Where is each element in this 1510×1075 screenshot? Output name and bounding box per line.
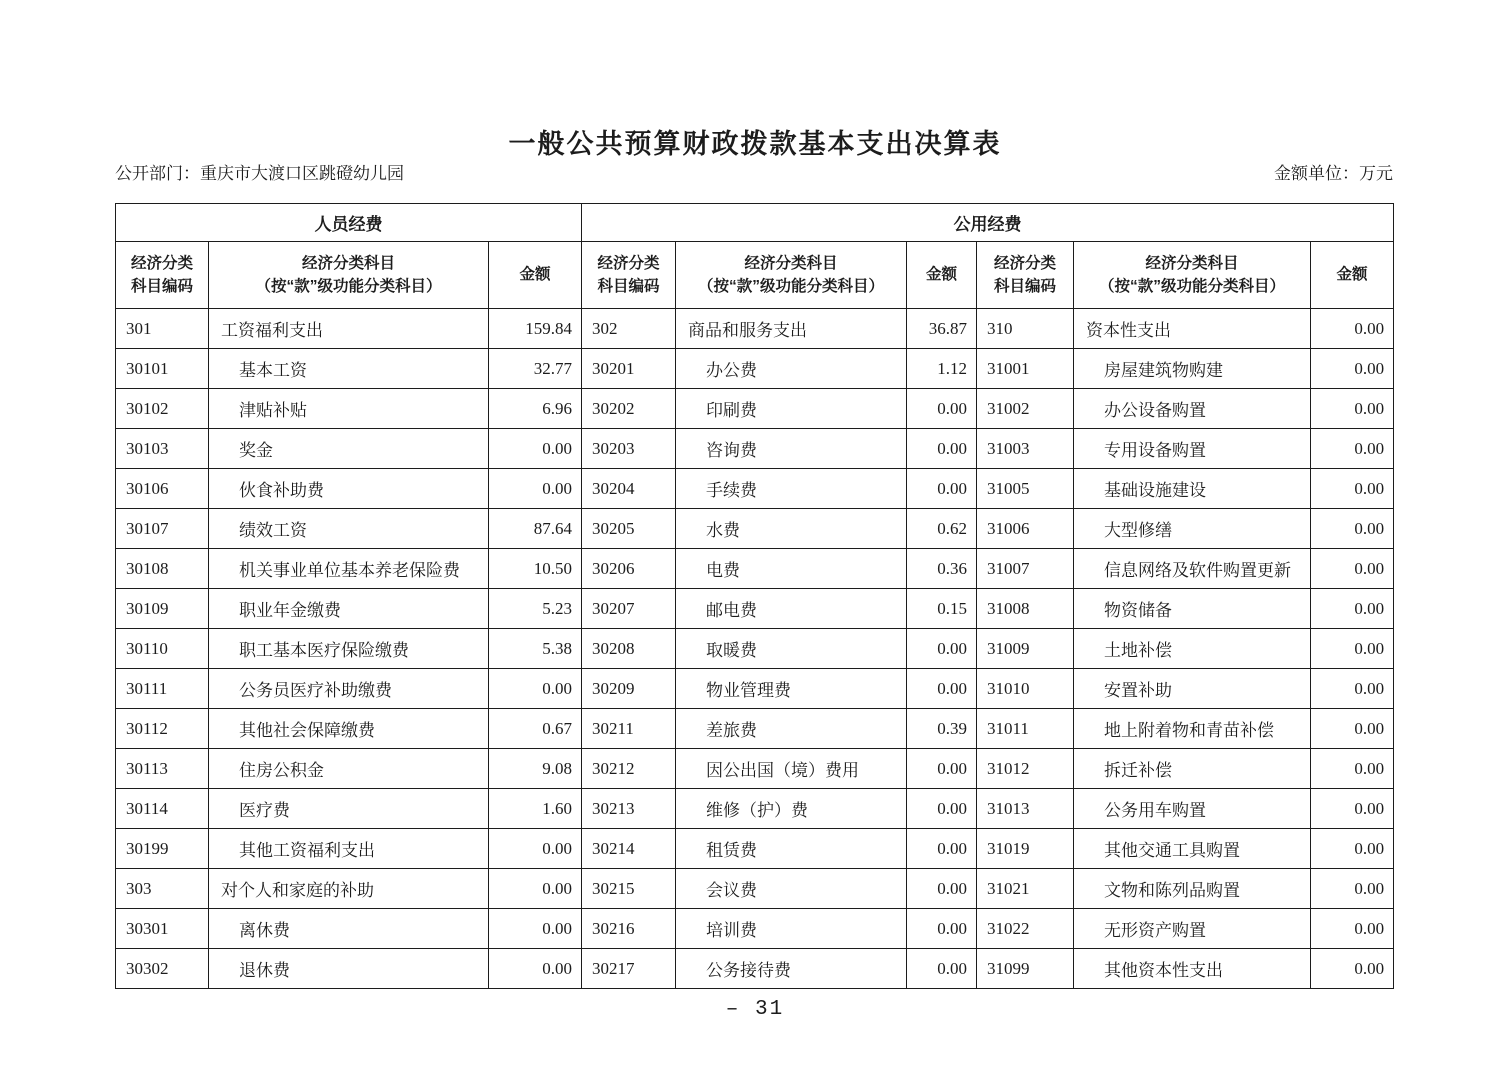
code-cell: 31012 <box>977 749 1074 789</box>
amount-cell: 0.00 <box>907 909 977 949</box>
amount-cell: 0.00 <box>489 469 582 509</box>
code-cell: 310 <box>977 309 1074 349</box>
code-cell: 301 <box>116 309 209 349</box>
subject-cell: 商品和服务支出 <box>676 309 907 349</box>
table-row <box>116 949 1394 989</box>
code-cell: 31007 <box>977 549 1074 589</box>
subject-cell: 租赁费 <box>676 829 907 869</box>
amount-cell: 36.87 <box>907 309 977 349</box>
code-cell: 30206 <box>582 549 676 589</box>
amount-cell: 0.00 <box>907 949 977 989</box>
subject-cell: 住房公积金 <box>209 749 489 789</box>
amount-cell: 9.08 <box>489 749 582 789</box>
subject-cell: 大型修缮 <box>1074 509 1311 549</box>
amount-cell: 0.00 <box>1311 709 1394 749</box>
code-cell: 31001 <box>977 349 1074 389</box>
amount-cell: 0.00 <box>1311 829 1394 869</box>
code-cell: 30101 <box>116 349 209 389</box>
subject-cell: 邮电费 <box>676 589 907 629</box>
column-header-code-line1: 经济分类 <box>597 254 660 272</box>
amount-cell: 0.62 <box>907 509 977 549</box>
amount-cell: 0.00 <box>1311 309 1394 349</box>
amount-cell: 0.67 <box>489 709 582 749</box>
amount-cell: 32.77 <box>489 349 582 389</box>
amount-cell: 0.00 <box>907 869 977 909</box>
amount-cell: 5.38 <box>489 629 582 669</box>
subject-cell: 差旅费 <box>676 709 907 749</box>
code-cell: 302 <box>582 309 676 349</box>
amount-cell: 0.00 <box>1311 909 1394 949</box>
column-header-subject-3 <box>1074 242 1311 309</box>
code-cell: 31099 <box>977 949 1074 989</box>
amount-cell: 159.84 <box>489 309 582 349</box>
column-header-subject-1 <box>209 242 489 309</box>
subject-cell: 维修（护）费 <box>676 789 907 829</box>
subject-cell: 土地补偿 <box>1074 629 1311 669</box>
code-cell: 31008 <box>977 589 1074 629</box>
code-cell: 30207 <box>582 589 676 629</box>
subject-cell: 离休费 <box>209 909 489 949</box>
subject-cell: 咨询费 <box>676 429 907 469</box>
column-header-code-3 <box>977 242 1074 309</box>
code-cell: 31006 <box>977 509 1074 549</box>
subject-cell: 基本工资 <box>209 349 489 389</box>
code-cell: 30111 <box>116 669 209 709</box>
subject-cell: 手续费 <box>676 469 907 509</box>
code-cell: 31010 <box>977 669 1074 709</box>
amount-cell: 0.00 <box>489 909 582 949</box>
subject-cell: 电费 <box>676 549 907 589</box>
subject-cell: 地上附着物和青苗补偿 <box>1074 709 1311 749</box>
column-header-amount-3: 金额 <box>1311 242 1394 309</box>
subject-cell: 房屋建筑物购建 <box>1074 349 1311 389</box>
subject-cell: 退休费 <box>209 949 489 989</box>
group-header-public: 公用经费 <box>582 204 1394 242</box>
amount-cell: 0.00 <box>907 429 977 469</box>
code-cell: 30302 <box>116 949 209 989</box>
subject-cell: 奖金 <box>209 429 489 469</box>
code-cell: 30108 <box>116 549 209 589</box>
table-row <box>116 869 1394 909</box>
page-title: 一般公共预算财政拨款基本支出决算表 <box>508 129 1002 159</box>
table-row <box>116 709 1394 749</box>
amount-cell: 0.00 <box>489 429 582 469</box>
column-header-subject-line1: 经济分类科目 <box>744 254 838 272</box>
code-cell: 30213 <box>582 789 676 829</box>
code-cell: 30203 <box>582 429 676 469</box>
subject-cell: 取暖费 <box>676 629 907 669</box>
amount-cell: 0.00 <box>489 829 582 869</box>
amount-cell: 0.39 <box>907 709 977 749</box>
subject-cell: 信息网络及软件购置更新 <box>1074 549 1311 589</box>
code-cell: 31005 <box>977 469 1074 509</box>
table-row <box>116 749 1394 789</box>
amount-cell: 87.64 <box>489 509 582 549</box>
subject-cell: 其他资本性支出 <box>1074 949 1311 989</box>
amount-cell: 0.00 <box>1311 869 1394 909</box>
table-row <box>116 389 1394 429</box>
code-cell: 30103 <box>116 429 209 469</box>
subject-cell: 无形资产购置 <box>1074 909 1311 949</box>
subject-cell: 其他社会保障缴费 <box>209 709 489 749</box>
column-header-code-1 <box>116 242 209 309</box>
column-header-code-line2: 科目编码 <box>994 278 1057 295</box>
code-cell: 30209 <box>582 669 676 709</box>
code-cell: 30114 <box>116 789 209 829</box>
subject-cell: 伙食补助费 <box>209 469 489 509</box>
code-cell: 30205 <box>582 509 676 549</box>
amount-cell: 0.00 <box>907 389 977 429</box>
column-header-subject-line1: 经济分类科目 <box>1145 254 1239 272</box>
code-cell: 30201 <box>582 349 676 389</box>
amount-cell: 0.00 <box>1311 789 1394 829</box>
amount-cell: 5.23 <box>489 589 582 629</box>
subject-cell: 培训费 <box>676 909 907 949</box>
amount-cell: 0.00 <box>1311 549 1394 589</box>
column-header-subject-2 <box>676 242 907 309</box>
table-row <box>116 309 1394 349</box>
code-cell: 30301 <box>116 909 209 949</box>
column-header-subject-line1: 经济分类科目 <box>301 254 395 272</box>
code-cell: 30211 <box>582 709 676 749</box>
code-cell: 30216 <box>582 909 676 949</box>
code-cell: 30214 <box>582 829 676 869</box>
code-cell: 31003 <box>977 429 1074 469</box>
amount-cell: 0.00 <box>907 469 977 509</box>
code-cell: 31009 <box>977 629 1074 669</box>
amount-cell: 0.00 <box>907 789 977 829</box>
meta-row <box>115 159 1393 184</box>
budget-table <box>115 203 1394 989</box>
code-cell: 30109 <box>116 589 209 629</box>
subject-cell: 其他工资福利支出 <box>209 829 489 869</box>
subject-cell: 办公费 <box>676 349 907 389</box>
subject-cell: 机关事业单位基本养老保险费 <box>209 549 489 589</box>
amount-cell: 1.12 <box>907 349 977 389</box>
column-header-amount-1: 金额 <box>489 242 582 309</box>
code-cell: 30199 <box>116 829 209 869</box>
amount-cell: 0.00 <box>1311 629 1394 669</box>
subject-cell: 对个人和家庭的补助 <box>209 869 489 909</box>
column-header-code-line1: 经济分类 <box>130 254 193 272</box>
column-header-code-line2: 科目编码 <box>597 278 660 295</box>
subject-cell: 文物和陈列品购置 <box>1074 869 1311 909</box>
table-row <box>116 469 1394 509</box>
column-header-subject-line2: （按“款”级功能分类科目） <box>255 278 442 295</box>
amount-cell: 10.50 <box>489 549 582 589</box>
table-body <box>116 309 1394 989</box>
code-cell: 31011 <box>977 709 1074 749</box>
subject-cell: 安置补助 <box>1074 669 1311 709</box>
subject-cell: 拆迁补偿 <box>1074 749 1311 789</box>
subject-cell: 其他交通工具购置 <box>1074 829 1311 869</box>
table-row <box>116 629 1394 669</box>
table-row <box>116 909 1394 949</box>
amount-cell: 0.00 <box>489 869 582 909</box>
subject-cell: 办公设备购置 <box>1074 389 1311 429</box>
table-row <box>116 509 1394 549</box>
subject-cell: 职业年金缴费 <box>209 589 489 629</box>
amount-cell: 0.00 <box>1311 509 1394 549</box>
amount-cell: 0.00 <box>1311 589 1394 629</box>
amount-cell: 0.00 <box>1311 669 1394 709</box>
amount-cell: 0.00 <box>1311 349 1394 389</box>
subject-cell: 职工基本医疗保险缴费 <box>209 629 489 669</box>
table-row <box>116 349 1394 389</box>
code-cell: 30208 <box>582 629 676 669</box>
subject-cell: 印刷费 <box>676 389 907 429</box>
code-cell: 30217 <box>582 949 676 989</box>
table-row <box>116 549 1394 589</box>
code-cell: 30107 <box>116 509 209 549</box>
subject-cell: 公务员医疗补助缴费 <box>209 669 489 709</box>
amount-cell: 0.36 <box>907 549 977 589</box>
amount-cell: 0.00 <box>1311 949 1394 989</box>
table-row <box>116 789 1394 829</box>
amount-cell: 0.00 <box>907 669 977 709</box>
code-cell: 30202 <box>582 389 676 429</box>
subject-cell: 物资储备 <box>1074 589 1311 629</box>
column-header-row <box>116 242 1394 309</box>
subject-cell: 公务接待费 <box>676 949 907 989</box>
code-cell: 31019 <box>977 829 1074 869</box>
amount-cell: 0.00 <box>907 829 977 869</box>
column-header-code-line2: 科目编码 <box>130 278 193 295</box>
code-cell: 31021 <box>977 869 1074 909</box>
code-cell: 31002 <box>977 389 1074 429</box>
code-cell: 30106 <box>116 469 209 509</box>
amount-cell: 1.60 <box>489 789 582 829</box>
subject-cell: 因公出国（境）费用 <box>676 749 907 789</box>
subject-cell: 水费 <box>676 509 907 549</box>
code-cell: 31022 <box>977 909 1074 949</box>
page-number: – 31 <box>725 998 785 1021</box>
subject-cell: 津贴补贴 <box>209 389 489 429</box>
subject-cell: 资本性支出 <box>1074 309 1311 349</box>
table-row <box>116 589 1394 629</box>
unit-label: 金额单位：万元 <box>1274 164 1393 183</box>
group-header-row <box>116 204 1394 242</box>
code-cell: 30212 <box>582 749 676 789</box>
amount-cell: 0.00 <box>907 629 977 669</box>
table-row <box>116 829 1394 869</box>
table-row <box>116 429 1394 469</box>
amount-cell: 0.00 <box>1311 429 1394 469</box>
column-header-code-2 <box>582 242 676 309</box>
subject-cell: 工资福利支出 <box>209 309 489 349</box>
subject-cell: 物业管理费 <box>676 669 907 709</box>
amount-cell: 0.00 <box>489 949 582 989</box>
subject-cell: 公务用车购置 <box>1074 789 1311 829</box>
department-label: 公开部门：重庆市大渡口区跳磴幼儿园 <box>115 164 404 183</box>
code-cell: 31013 <box>977 789 1074 829</box>
table-row <box>116 669 1394 709</box>
amount-cell: 0.00 <box>1311 469 1394 509</box>
code-cell: 30204 <box>582 469 676 509</box>
column-header-subject-line2: （按“款”级功能分类科目） <box>698 278 885 295</box>
code-cell: 30110 <box>116 629 209 669</box>
amount-cell: 0.15 <box>907 589 977 629</box>
column-header-amount-2: 金额 <box>907 242 977 309</box>
code-cell: 30215 <box>582 869 676 909</box>
subject-cell: 专用设备购置 <box>1074 429 1311 469</box>
code-cell: 30102 <box>116 389 209 429</box>
subject-cell: 绩效工资 <box>209 509 489 549</box>
amount-cell: 0.00 <box>1311 389 1394 429</box>
subject-cell: 医疗费 <box>209 789 489 829</box>
group-header-personnel: 人员经费 <box>116 204 582 242</box>
code-cell: 303 <box>116 869 209 909</box>
code-cell: 30112 <box>116 709 209 749</box>
amount-cell: 0.00 <box>489 669 582 709</box>
amount-cell: 6.96 <box>489 389 582 429</box>
code-cell: 30113 <box>116 749 209 789</box>
column-header-code-line1: 经济分类 <box>994 254 1057 272</box>
subject-cell: 会议费 <box>676 869 907 909</box>
column-header-subject-line2: （按“款”级功能分类科目） <box>1099 278 1286 295</box>
subject-cell: 基础设施建设 <box>1074 469 1311 509</box>
amount-cell: 0.00 <box>907 749 977 789</box>
amount-cell: 0.00 <box>1311 749 1394 789</box>
